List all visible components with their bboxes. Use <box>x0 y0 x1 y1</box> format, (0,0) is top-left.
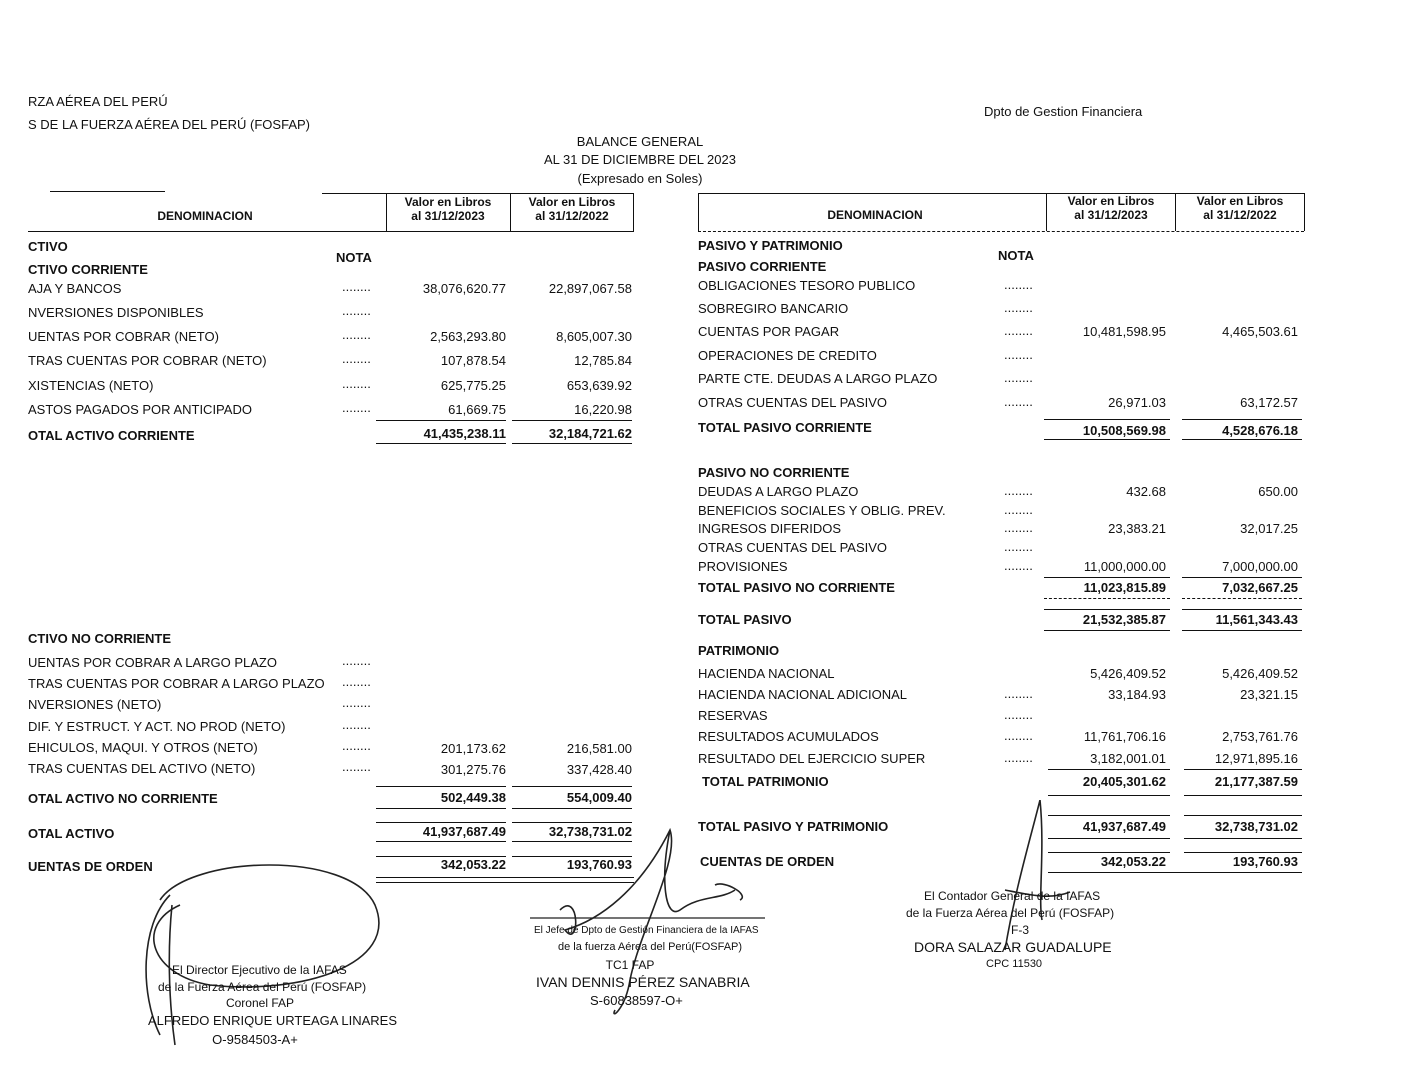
right-nc-row-dots: ........ <box>1004 558 1033 573</box>
left-nc-row-dots: ........ <box>342 738 371 753</box>
right-row-label: SOBREGIRO BANCARIO <box>698 301 849 316</box>
left-row-dots: ........ <box>342 351 371 366</box>
left-current-total-2022: 32,184,721.62 <box>548 426 632 441</box>
right-nc-row-label: PROVISIONES <box>698 559 788 574</box>
report-currency: (Expresado en Soles) <box>577 171 703 186</box>
left-row-2022: 653,639.92 <box>566 378 632 393</box>
left-cuentas-orden-2023: 342,053.22 <box>440 857 506 872</box>
right-total-pasivo-2023: 21,532,385.87 <box>1082 612 1166 627</box>
director-title-line2: de la Fuerza Aérea del Perú (FOSFAP) <box>158 980 367 994</box>
right-pat-row-dots: ........ <box>1004 728 1033 743</box>
left-nota-header: NOTA <box>336 250 372 265</box>
right-cuentas-orden-2023: 342,053.22 <box>1100 854 1166 869</box>
left-current-title: CTIVO CORRIENTE <box>28 262 148 277</box>
right-pat-row-2023: 3,182,001.01 <box>1090 751 1166 766</box>
director-id: O-9584503-A+ <box>212 1032 298 1047</box>
left-row-2023: 2,563,293.80 <box>430 329 506 344</box>
left-total-activo-2023: 41,937,687.49 <box>422 824 506 839</box>
right-patrimonio-total-2022: 21,177,387.59 <box>1214 774 1298 789</box>
report-date: AL 31 DE DICIEMBRE DEL 2023 <box>544 152 736 167</box>
right-total-pasivo-label: TOTAL PASIVO <box>698 612 792 627</box>
right-col-2022-line2: al 31/12/2022 <box>1203 208 1277 222</box>
right-patrimonio-total-label: TOTAL PATRIMONIO <box>702 774 829 789</box>
right-nc-row-label: OTRAS CUENTAS DEL PASIVO <box>698 540 888 555</box>
right-row-label: OBLIGACIONES TESORO PUBLICO <box>698 278 916 293</box>
left-nc-row-dots: ........ <box>342 695 371 710</box>
left-nc-row-label: UENTAS POR COBRAR A LARGO PLAZO <box>28 655 277 670</box>
right-pat-row-2022: 5,426,409.52 <box>1222 666 1298 681</box>
right-col-2022-line1: Valor en Libros <box>1196 194 1284 208</box>
left-row-dots: ........ <box>342 400 371 415</box>
left-row-label: ASTOS PAGADOS POR ANTICIPADO <box>28 402 252 417</box>
left-nc-row-label: EHICULOS, MAQUI. Y OTROS (NETO) <box>28 740 258 755</box>
department: Dpto de Gestion Financiera <box>984 104 1143 119</box>
contador-id: CPC 11530 <box>986 958 1043 970</box>
right-pat-row-label: HACIENDA NACIONAL <box>698 666 835 681</box>
left-row-label: NVERSIONES DISPONIBLES <box>28 305 204 320</box>
left-col-2023-line2: al 31/12/2023 <box>411 209 485 223</box>
contador-name: DORA SALAZAR GUADALUPE <box>914 939 1112 955</box>
right-nc-row-2022: 7,000,000.00 <box>1222 559 1298 574</box>
right-current-title: PASIVO CORRIENTE <box>698 259 827 274</box>
left-nc-row-label: TRAS CUENTAS POR COBRAR A LARGO PLAZO <box>28 676 325 691</box>
left-row-2022: 12,785.84 <box>574 353 632 368</box>
left-row-2022: 8,605,007.30 <box>556 329 632 344</box>
left-nc-row-label: NVERSIONES (NETO) <box>28 697 162 712</box>
right-pat-row-2023: 5,426,409.52 <box>1090 666 1166 681</box>
left-current-total-2023: 41,435,238.11 <box>423 426 506 441</box>
right-col-2023-line2: al 31/12/2023 <box>1074 208 1148 222</box>
right-cuentas-orden-label: CUENTAS DE ORDEN <box>700 854 835 869</box>
right-row-dots: ........ <box>1004 277 1033 292</box>
left-row-dots: ........ <box>342 279 371 294</box>
right-nc-row-label: INGRESOS DIFERIDOS <box>698 521 842 536</box>
left-col-denominacion: DENOMINACION <box>157 209 253 223</box>
right-nc-row-2023: 23,383.21 <box>1108 521 1166 536</box>
left-row-label: UENTAS POR COBRAR (NETO) <box>28 329 219 344</box>
right-row-2023: 10,481,598.95 <box>1082 324 1166 339</box>
left-row-2023: 107,878.54 <box>440 353 506 368</box>
right-row-dots: ........ <box>1004 370 1033 385</box>
right-nc-row-label: DEUDAS A LARGO PLAZO <box>698 484 859 499</box>
right-total-pp-2023: 41,937,687.49 <box>1082 819 1166 834</box>
left-row-label: AJA Y BANCOS <box>28 281 122 296</box>
right-pat-row-2022: 12,971,895.16 <box>1214 751 1298 766</box>
left-row-2022: 22,897,067.58 <box>548 281 632 296</box>
jefe-title-line2: de la fuerza Aérea del Perú(FOSFAP) <box>558 941 743 953</box>
right-nc-row-label: BENEFICIOS SOCIALES Y OBLIG. PREV. <box>698 503 946 518</box>
left-total-activo-2022: 32,738,731.02 <box>548 824 632 839</box>
left-row-2023: 625,775.25 <box>440 378 506 393</box>
right-pat-row-dots: ........ <box>1004 750 1033 765</box>
left-col-2022-line1: Valor en Libros <box>528 195 616 209</box>
left-row-2023: 61,669.75 <box>448 402 506 417</box>
contador-title-line2: de la Fuerza Aérea del Perú (FOSFAP) <box>906 906 1115 920</box>
right-pat-row-2022: 2,753,761.76 <box>1222 729 1298 744</box>
right-pat-row-2022: 23,321.15 <box>1240 687 1298 702</box>
right-current-total-2022: 4,528,676.18 <box>1222 423 1298 438</box>
left-row-label: TRAS CUENTAS POR COBRAR (NETO) <box>28 353 267 368</box>
right-nc-row-dots: ........ <box>1004 539 1033 554</box>
left-total-activo-label: OTAL ACTIVO <box>28 826 115 841</box>
left-row-label: XISTENCIAS (NETO) <box>28 378 154 393</box>
right-current-total-label: TOTAL PASIVO CORRIENTE <box>698 420 872 435</box>
right-nota-header: NOTA <box>998 248 1034 263</box>
jefe-rank: TC1 FAP <box>605 958 655 972</box>
right-row-2023: 26,971.03 <box>1108 395 1166 410</box>
left-nc-row-label: TRAS CUENTAS DEL ACTIVO (NETO) <box>28 761 256 776</box>
right-row-dots: ........ <box>1004 347 1033 362</box>
right-total-pasivo-2022: 11,561,343.43 <box>1215 612 1298 627</box>
right-current-total-2023: 10,508,569.98 <box>1082 423 1166 438</box>
right-nc-row-2023: 11,000,000.00 <box>1083 559 1166 574</box>
left-nc-row-dots: ........ <box>342 759 371 774</box>
right-noncurrent-total-2022: 7,032,667.25 <box>1222 580 1298 595</box>
right-nc-row-dots: ........ <box>1004 520 1033 535</box>
left-nc-row-dots: ........ <box>342 717 371 732</box>
right-pat-row-label: RESULTADO DEL EJERCICIO SUPER <box>698 751 926 766</box>
right-noncurrent-total-2023: 11,023,815.89 <box>1083 580 1166 595</box>
jefe-id: S-60838597-O+ <box>590 993 683 1008</box>
left-nc-row-2023: 201,173.62 <box>440 741 506 756</box>
org-name-1: RZA AÉREA DEL PERÚ <box>28 94 168 109</box>
right-pat-row-dots: ........ <box>1004 686 1033 701</box>
left-nc-row-2022: 216,581.00 <box>566 741 632 756</box>
right-row-label: OPERACIONES DE CREDITO <box>698 348 877 363</box>
contador-rank: F-3 <box>1011 923 1029 937</box>
left-nc-row-label: DIF. Y ESTRUCT. Y ACT. NO PROD (NETO) <box>28 719 286 734</box>
right-row-2022: 63,172.57 <box>1240 395 1298 410</box>
right-section-title: PASIVO Y PATRIMONIO <box>698 238 843 253</box>
right-pat-row-label: RESERVAS <box>698 708 768 723</box>
jefe-name: IVAN DENNIS PÉREZ SANABRIA <box>536 974 750 990</box>
right-row-label: CUENTAS POR PAGAR <box>698 324 840 339</box>
org-name-2: S DE LA FUERZA AÉREA DEL PERÚ (FOSFAP) <box>28 117 310 132</box>
right-pat-row-dots: ........ <box>1004 707 1033 722</box>
left-row-2022: 16,220.98 <box>574 402 632 417</box>
report-title: BALANCE GENERAL <box>576 134 704 149</box>
right-patrimonio-title: PATRIMONIO <box>698 643 780 658</box>
right-row-2022: 4,465,503.61 <box>1222 324 1298 339</box>
right-pat-row-2023: 33,184.93 <box>1108 687 1166 702</box>
right-col-2023-line1: Valor en Libros <box>1067 194 1155 208</box>
right-col-denominacion: DENOMINACION <box>827 208 923 222</box>
left-row-dots: ........ <box>342 303 371 318</box>
left-noncurrent-total-label: OTAL ACTIVO NO CORRIENTE <box>28 791 218 806</box>
right-total-pp-2022: 32,738,731.02 <box>1214 819 1298 834</box>
right-row-dots: ........ <box>1004 300 1033 315</box>
left-cuentas-orden-2022: 193,760.93 <box>566 857 632 872</box>
jefe-title-line1: El Jefe de Dpto de Gestión Financiera de la IAFAS <box>534 925 759 936</box>
right-nc-row-dots: ........ <box>1004 502 1033 517</box>
left-section-title: CTIVO <box>28 239 68 254</box>
right-total-pp-label: TOTAL PASIVO Y PATRIMONIO <box>698 819 889 834</box>
left-col-2023-line1: Valor en Libros <box>404 195 492 209</box>
right-nc-row-2023: 432.68 <box>1126 484 1166 499</box>
left-nc-row-dots: ........ <box>342 653 371 668</box>
director-rank: Coronel FAP <box>225 996 295 1010</box>
right-nc-row-2022: 650.00 <box>1258 484 1298 499</box>
director-title-line1: El Director Ejecutivo de la IAFAS <box>172 963 347 977</box>
left-nc-row-dots: ........ <box>342 674 371 689</box>
left-noncurrent-total-2022: 554,009.40 <box>566 790 632 805</box>
right-row-label: PARTE CTE. DEUDAS A LARGO PLAZO <box>698 371 938 386</box>
left-nc-row-2023: 301,275.76 <box>440 762 506 777</box>
left-nc-row-2022: 337,428.40 <box>566 762 632 777</box>
right-pat-row-label: RESULTADOS ACUMULADOS <box>698 729 879 744</box>
right-row-dots: ........ <box>1004 323 1033 338</box>
right-pat-row-2023: 11,761,706.16 <box>1083 729 1166 744</box>
right-pat-row-label: HACIENDA NACIONAL ADICIONAL <box>698 687 908 702</box>
left-cuentas-orden-label: UENTAS DE ORDEN <box>28 859 153 874</box>
left-noncurrent-total-2023: 502,449.38 <box>440 790 506 805</box>
right-noncurrent-title: PASIVO NO CORRIENTE <box>698 465 850 480</box>
jefe-signature-scribble <box>520 820 780 1020</box>
left-row-dots: ........ <box>342 376 371 391</box>
director-name: ALFREDO ENRIQUE URTEAGA LINARES <box>148 1013 397 1028</box>
right-cuentas-orden-2022: 193,760.93 <box>1232 854 1298 869</box>
left-col-2022-line2: al 31/12/2022 <box>535 209 609 223</box>
right-nc-row-2022: 32,017.25 <box>1240 521 1298 536</box>
right-nc-row-dots: ........ <box>1004 483 1033 498</box>
left-row-dots: ........ <box>342 327 371 342</box>
right-row-label: OTRAS CUENTAS DEL PASIVO <box>698 395 888 410</box>
right-row-dots: ........ <box>1004 394 1033 409</box>
right-noncurrent-total-label: TOTAL PASIVO NO CORRIENTE <box>698 580 895 595</box>
left-noncurrent-title: CTIVO NO CORRIENTE <box>28 631 172 646</box>
right-patrimonio-total-2023: 20,405,301.62 <box>1082 774 1166 789</box>
left-row-2023: 38,076,620.77 <box>422 281 506 296</box>
contador-title-line1: El Contador General de la IAFAS <box>924 889 1101 903</box>
left-current-total-label: OTAL ACTIVO CORRIENTE <box>28 428 195 443</box>
